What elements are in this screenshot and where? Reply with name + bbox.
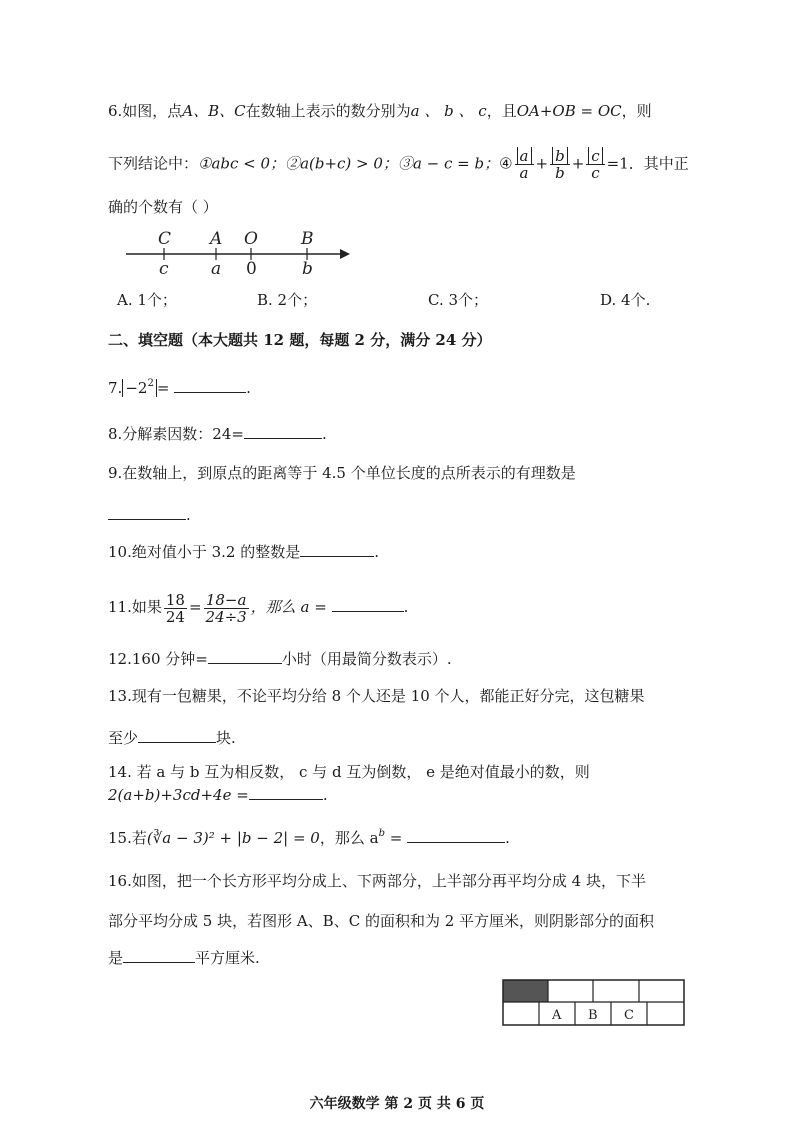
- q6-line1: 6.如图，点A、B、C在数轴上表示的数分别为a 、 b 、 c，且OA+OB = OC，则: [108, 102, 652, 120]
- q10-answer-blank[interactable]: [300, 540, 374, 557]
- q16-line3: 是 平方厘米.: [108, 946, 260, 969]
- label-a: a: [211, 259, 222, 279]
- q16-line2: 部分平均分成 5 块，若图形 A、B、C 的面积和为 2 平方厘米，则阴影部分的面积: [108, 912, 655, 930]
- option-a: A. 1个；: [117, 291, 177, 309]
- option-c: C. 3个；: [428, 291, 489, 309]
- q14-answer-blank[interactable]: [249, 783, 323, 800]
- q16-line1: 16.如图，把一个长方形平均分成上、下两部分，上半部分再平均分成 4 块，下半: [108, 872, 646, 890]
- cell-b: B: [588, 1008, 598, 1023]
- label-c: c: [159, 259, 169, 279]
- shaded-block: [503, 980, 548, 1002]
- q6-line3: 确的个数有（ ）: [108, 198, 218, 216]
- q9-answer-blank[interactable]: [108, 503, 186, 520]
- rectangle-figure: [502, 979, 686, 1027]
- label-O: O: [244, 229, 258, 249]
- label-0: 0: [246, 259, 257, 279]
- q13-line2: 至少 块.: [108, 726, 236, 749]
- q10: 10.绝对值小于 3.2 的整数是 .: [108, 540, 379, 563]
- q14-line1: 14. 若 a 与 b 互为相反数， c 与 d 互为倒数， e 是绝对值最小的数，则: [108, 763, 590, 781]
- q7-answer-blank[interactable]: [174, 376, 246, 393]
- option-b: B. 2个；: [257, 291, 318, 309]
- q9-line1: 9.在数轴上，到原点的距离等于 4.5 个单位长度的点所表示的有理数是: [108, 464, 576, 482]
- q11: 11.如果 $\frac{18}{24}$ = $\frac{18-a}{24\div 3}$ ，那么 a = .: [108, 590, 409, 626]
- label-C: C: [158, 229, 172, 249]
- q8-answer-blank[interactable]: [244, 422, 322, 439]
- q9-line2: .: [108, 503, 191, 526]
- q15: 15.若(∛a − 3)² + |b − 2| = 0，那么 $a^b$ = .: [108, 828, 510, 847]
- q11-answer-blank[interactable]: [332, 595, 404, 612]
- q12: 12.160 分钟= 小时（用最简分数表示）.: [108, 647, 452, 670]
- label-b: b: [302, 259, 313, 279]
- cell-c: C: [624, 1008, 634, 1023]
- label-B: B: [301, 229, 314, 249]
- q7: 7. $-2^2$ = .: [108, 378, 251, 397]
- cell-a: A: [552, 1008, 562, 1023]
- page-footer: 六年级数学 第 2 页 共 6 页: [309, 1096, 485, 1112]
- q14-line2: 2(a+b)+3cd+4e = .: [108, 783, 328, 806]
- number-line-figure: [118, 226, 358, 280]
- q13-line1: 13.现有一包糖果，不论平均分给 8 个人还是 10 个人，都能正好分完，这包糖果: [108, 687, 645, 705]
- section2-title: 二、填空题（本大题共 12 题，每题 2 分，满分 24 分）: [108, 331, 492, 349]
- q12-answer-blank[interactable]: [208, 647, 282, 664]
- q8: 8.分解素因数：24= .: [108, 422, 327, 445]
- label-A: A: [210, 229, 223, 249]
- q16-answer-blank[interactable]: [123, 946, 195, 963]
- q15-answer-blank[interactable]: [407, 826, 505, 843]
- option-d: D. 4个.: [600, 291, 651, 309]
- q6-line2: 下列结论中：①abc < 0；②a(b+c) > 0；③a − c = b；④ $\frac{a}{a}$ + $\frac{b}{b}$ + $\frac{c}{c}$ =1．其中正: [108, 147, 689, 182]
- q13-answer-blank[interactable]: [138, 726, 216, 743]
